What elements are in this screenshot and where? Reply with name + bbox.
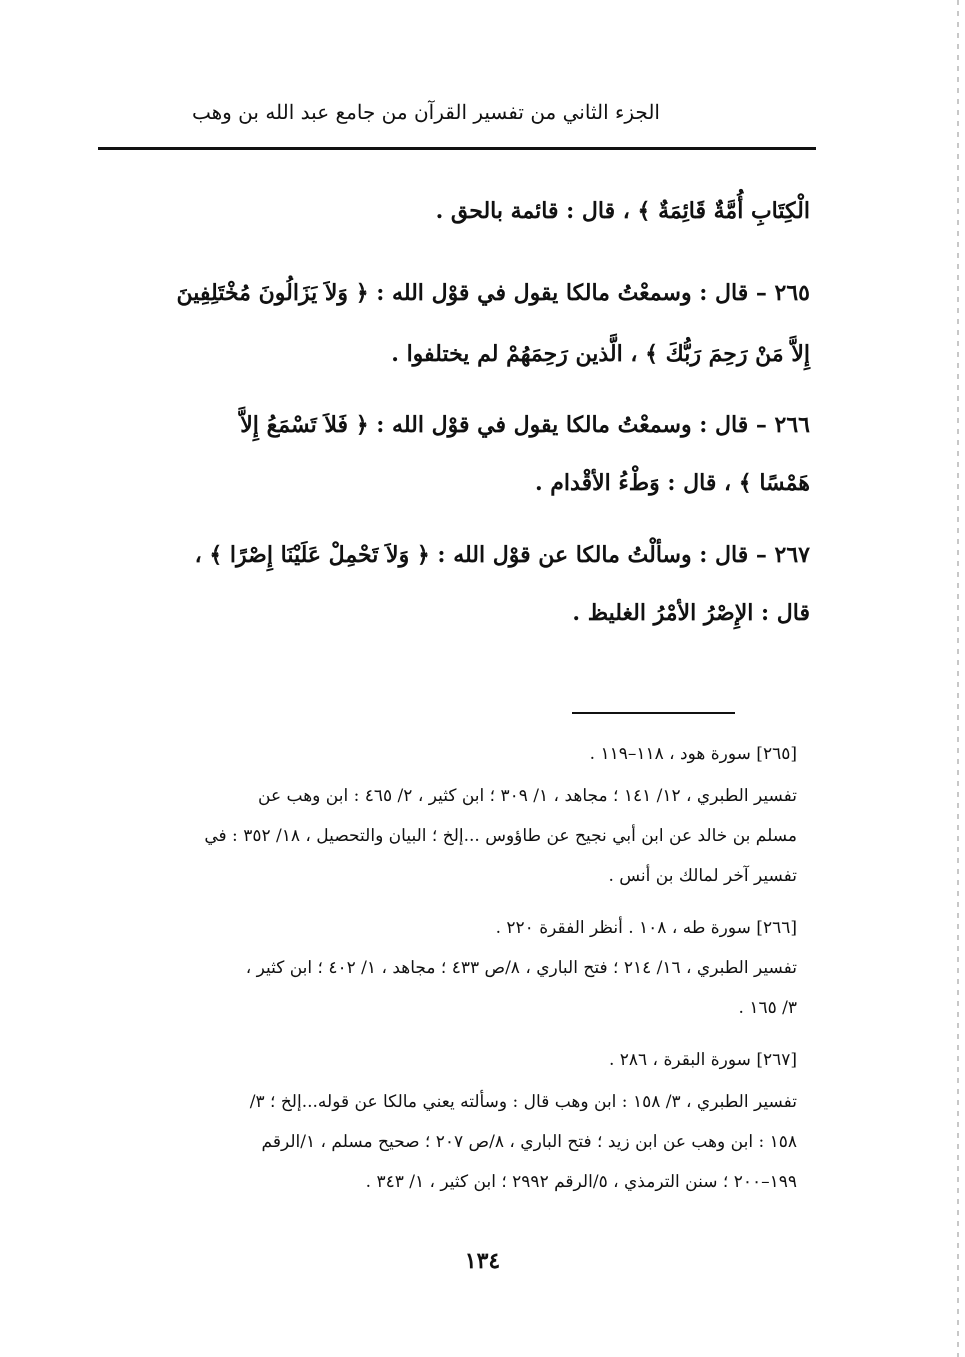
page-number: ١٣٤ (464, 1248, 501, 1274)
main-line-2: ٢٦٥ – قال : وسمعْتُ مالكا يقول في قوْل الله : ﴿ وَلاَ يَزَالُونَ مُخْتَلِفِينَ (176, 280, 810, 306)
footnote-line-10: ١٥٨ : ابن وهب عن ابن زيد ؛ فتح الباري ، ٨/ص ٢٠٧ ؛ صحيح مسلم ، ١/الرقم (261, 1132, 797, 1152)
running-header-title: الجزء الثاني من تفسير القرآن من جامع عبد الله بن وهب (191, 100, 660, 124)
footnote-line-9: تفسير الطبري ، ٣/ ١٥٨ : ابن وهب قال : وسألته يعني مالكا عن قوله...إلخ ؛ ٣/ (249, 1092, 797, 1112)
scan-edge-artifact (957, 0, 959, 1357)
header-rule (98, 147, 816, 150)
main-line-4: ٢٦٦ – قال : وسمعْتُ مالكا يقول في قوْل الله : ﴿ فَلاَ تَسْمَعُ إِلاَّ (240, 412, 810, 438)
footnote-line-8: [٢٦٧] سورة البقرة ، ٢٨٦ . (608, 1050, 797, 1070)
main-line-5: هَمْسًا ﴾ ، قال : وَطْءُ الأقْدام . (534, 470, 810, 496)
footnote-line-1: [٢٦٥] سورة هود ، ١١٨–١١٩ . (589, 744, 797, 764)
main-line-1: الْكِتَابِ أُمَّةٌ قَائِمَةٌ ﴾ ، قال : قائمة بالحق . (435, 198, 810, 224)
footnote-line-11: ١٩٩–٢٠٠ ؛ سنن الترمذي ، ٥/الرقم ٢٩٩٢ ؛ ابن كثير ، ١/ ٣٤٣ . (365, 1172, 797, 1192)
footnote-line-3: مسلم بن خالد عن ابن أبي نجيح عن طاؤوس ...إلخ ؛ البيان والتحصيل ، ١٨/ ٣٥٢ : في (204, 826, 797, 846)
main-line-3: إِلاَّ مَنْ رَحِمَ رَبُّكَ ﴾ ، الَّذين رَحِمَهُمْ لم يختلفوا . (391, 341, 810, 367)
footnote-line-6: تفسير الطبري ، ١٦/ ٢١٤ ؛ فتح الباري ، ٨/ص ٤٣٣ ؛ مجاهد ، ١/ ٤٠٢ ؛ ابن كثير ، (245, 958, 797, 978)
footnote-line-7: ٣/ ١٦٥ . (738, 998, 797, 1018)
main-line-7: قال : الإِصْرُ الأمْرُ الغليظ . (572, 600, 810, 626)
footnote-line-2: تفسير الطبري ، ١٢/ ١٤١ ؛ مجاهد ، ١/ ٣٠٩ ؛ ابن كثير ، ٢/ ٤٦٥ : ابن وهب عن (258, 786, 797, 806)
footnote-separator (572, 712, 735, 714)
main-line-6: ٢٦٧ – قال : وسألْتُ مالكا عن قوْل الله : ﴿ وَلاَ تَحْمِلْ عَلَيْنَا إِصْرًا ﴾ ، (194, 542, 810, 568)
footnote-line-5: [٢٦٦] سورة طه ، ١٠٨ . أنظر الفقرة ٢٢٠ . (495, 918, 797, 938)
footnote-line-4: تفسير آخر لمالك بن أنس . (608, 866, 797, 886)
